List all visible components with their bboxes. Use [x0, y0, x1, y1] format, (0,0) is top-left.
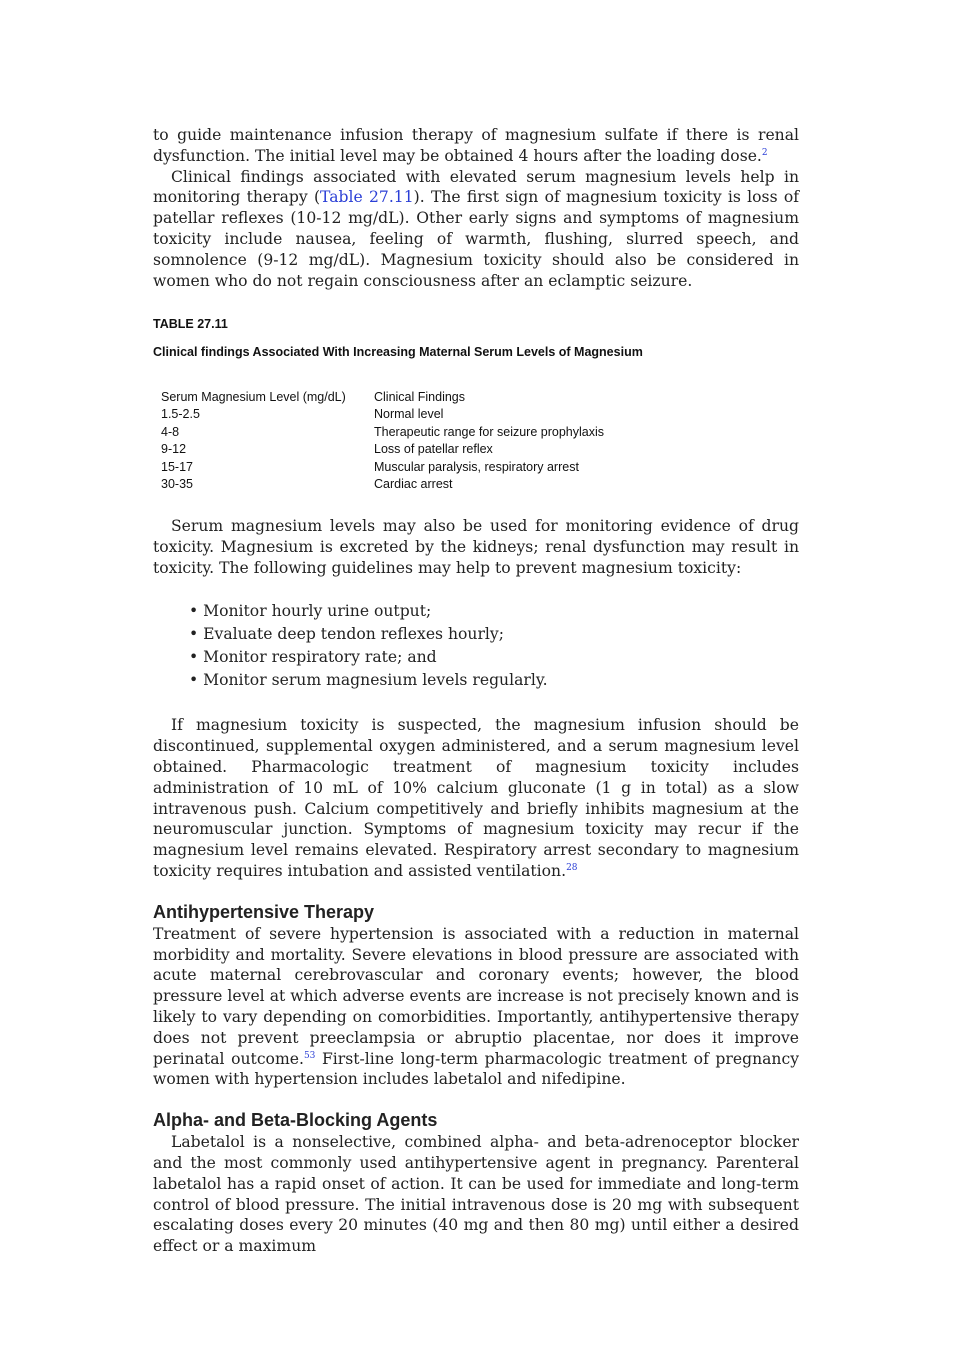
table-link[interactable]: Table 27.11 [320, 188, 414, 207]
table-header-row [161, 389, 604, 407]
table-cell: 1.5-2.5 [161, 407, 200, 422]
table-row [161, 441, 604, 459]
table-row [161, 459, 604, 477]
heading-antihypertensive-therapy: Antihypertensive Therapy [153, 901, 375, 922]
table-cell: 4-8 [161, 424, 180, 439]
table-cell: Loss of patellar reflex [374, 442, 493, 457]
table-row [161, 424, 604, 442]
reference-2[interactable]: 2 [761, 147, 768, 158]
guidelines-list [189, 600, 799, 692]
table-label: TABLE 27.11 [153, 317, 228, 332]
list-item: • Monitor hourly urine output; [189, 600, 799, 623]
table-header-cell: Serum Magnesium Level (mg/dL) [161, 389, 346, 404]
paragraph-labetalol: Labetalol is a nonselective, combined alpha- and beta-adrenoceptor blocker and the most commonly used antihypertensive agent in pregnancy. Parenteral labetalol has a rapid onset of action. It can be used for immediate and long-term control of blood pressure. The initial intravenous dose is 20 mg with subsequent escalating doses every 20 minutes (40 mg and then 80 mg) until either a desired effect or a maximum [153, 1133, 799, 1256]
magnesium-table [161, 389, 604, 494]
table-row [161, 476, 604, 494]
list-item: • Monitor respiratory rate; and [189, 646, 799, 669]
paragraph-clinical-findings: Clinical findings associated with elevated serum magnesium levels help in monitoring therapy (Table 27.11). The first sign of magnesium toxicity is loss of patellar reflexes (10-12 mg/dL). Other early signs and symptoms of magnesium toxicity include nausea, feeling of warmth, flushing, slurred speech, and somnolence (9-12 mg/dL). Magnesium toxicity should also be considered in women who do not regain consciousness after an eclamptic seizure. [153, 167, 799, 290]
table-cell: 15-17 [161, 459, 193, 474]
paragraph-toxicity-treatment: If magnesium toxicity is suspected, the magnesium infusion should be discontinued, supplemental oxygen administered, and a serum magnesium level obtained. Pharmacologic treatment of magnesium toxicity includes administration of 10 mL of 10% calcium gluconate (1 g in total) as a slow intravenous push. Calcium competitively and briefly inhibits magnesium at the neuromuscular junction. Symptoms of magnesium toxicity may recur if the magnesium level remains elevated. Respiratory arrest secondary to magnesium toxicity requires intubation and assisted ventilation.$^{28}$ [153, 716, 799, 880]
table-title: Clinical findings Associated With Increasing Maternal Serum Levels of Magnesium [153, 345, 643, 360]
document-page [153, 125, 799, 1257]
list-item: • Monitor serum magnesium levels regularly. [189, 669, 799, 692]
table-cell: Cardiac arrest [374, 477, 453, 492]
paragraph-continued: to guide maintenance infusion therapy of magnesium sulfate if there is renal dysfunction. The initial level may be obtained 4 hours after the loading dose.$^2$ [153, 126, 799, 165]
list-item: • Evaluate deep tendon reflexes hourly; [189, 623, 799, 646]
table-row [161, 406, 604, 424]
table-cell: 30-35 [161, 477, 193, 492]
table-cell: Therapeutic range for seizure prophylaxis [374, 424, 604, 439]
heading-alpha-beta-blocking: Alpha- and Beta-Blocking Agents [153, 1110, 438, 1131]
table-cell: Muscular paralysis, respiratory arrest [374, 459, 579, 474]
paragraph-serum-levels: Serum magnesium levels may also be used for monitoring evidence of drug toxicity. Magnesium is excreted by the kidneys; renal dysfunction may result in toxicity. The following guidelines may help to prevent magnesium toxicity: [153, 516, 799, 577]
reference-28[interactable]: 28 [566, 862, 578, 873]
table-cell: 9-12 [161, 442, 187, 457]
table-header-cell: Clinical Findings [374, 389, 466, 404]
table-cell: Normal level [374, 407, 444, 422]
reference-53[interactable]: 53 [303, 1050, 316, 1061]
paragraph-antihypertensive: Treatment of severe hypertension is associated with a reduction in maternal morbidity and mortality. Severe elevations in blood pressure are associated with acute maternal cerebrovascular and coronary events; however, the blood pressure level at which adverse events are increase is not precisely known and is likely to vary depending on comorbidities. Importantly, antihypertensive therapy does not prevent preeclampsia or abruptio placentae, nor does it improve perinatal outcome.$^{53}$ First-line long-term pharmacologic treatment of pregnancy women with hypertension includes labetalol and nifedipine. [153, 924, 800, 1089]
